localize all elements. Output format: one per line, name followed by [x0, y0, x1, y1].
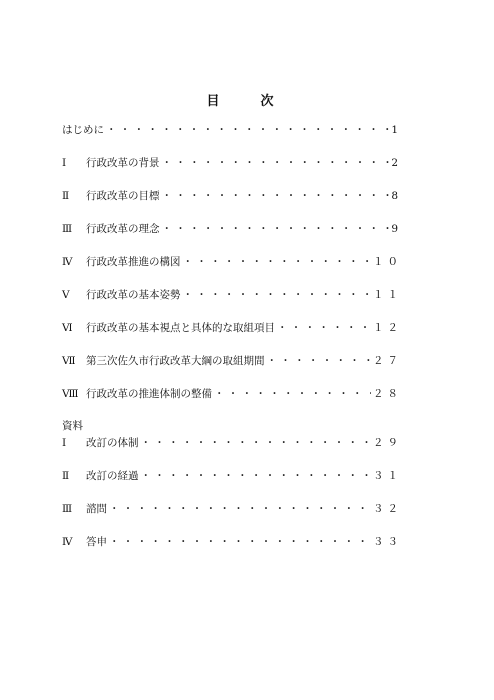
appendix-heading: 資料: [62, 420, 83, 432]
toc-entry-label: 行政改革の基本視点と具体的な取組項目: [86, 322, 275, 334]
toc-entry: [62, 535, 402, 549]
toc-entry-number: Ⅲ: [62, 223, 73, 235]
toc-page-number: ２８: [373, 388, 402, 400]
dot-leader: [109, 535, 371, 549]
toc-page-number: ２９: [373, 437, 402, 449]
toc-entry: [62, 255, 402, 269]
toc-entry-number: Ⅰ: [62, 157, 67, 169]
toc-entry-number: Ⅱ: [62, 470, 70, 482]
dot-leader: [214, 387, 371, 401]
toc-entry-label: はじめに: [62, 124, 104, 136]
toc-page-number: １１: [373, 289, 402, 301]
toc-entry-number: Ⅶ: [62, 355, 76, 367]
toc-entry: [62, 156, 402, 170]
toc-entry-label: 諮問: [86, 503, 107, 515]
toc-page-number: 8: [391, 190, 402, 202]
toc-entry-label: 改訂の経過: [86, 470, 139, 482]
dot-leader: [267, 354, 372, 368]
toc-entry-label: 答申: [86, 536, 107, 548]
toc-entry-number: Ⅵ: [62, 322, 73, 334]
page-title: 目 次: [206, 94, 288, 109]
dot-leader: [141, 436, 372, 450]
toc-page-number: ２７: [373, 355, 402, 367]
toc-page-number: ３１: [373, 470, 402, 482]
toc-entry-label: 第三次佐久市行政改革大綱の取組期間: [86, 355, 265, 367]
toc-page-number: 2: [391, 157, 402, 169]
toc-page-number: 1: [391, 124, 402, 136]
toc-page-number: １２: [373, 322, 402, 334]
toc-entry-label: 行政改革の背景: [86, 157, 160, 169]
toc-entry-label: 行政改革の推進体制の整備: [86, 388, 212, 400]
toc-entry-number: Ⅱ: [62, 190, 70, 202]
toc-entry: [62, 502, 402, 516]
toc-entry-number: Ⅴ: [62, 289, 70, 301]
dot-leader: [141, 469, 372, 483]
dot-leader: [277, 321, 371, 335]
toc-page-number: １０: [373, 256, 402, 268]
toc-entry-label: 改訂の体制: [86, 437, 139, 449]
toc-entry-intro: [62, 123, 402, 137]
toc-entry: [62, 321, 402, 335]
dot-leader: [183, 255, 372, 269]
toc-entry-number: Ⅰ: [62, 437, 67, 449]
toc-entry-number: Ⅳ: [62, 536, 73, 548]
toc-entry: [62, 436, 402, 450]
toc-entry: [62, 189, 402, 203]
toc-page-number: 9: [391, 223, 402, 235]
toc-page-number: ３３: [373, 536, 402, 548]
toc-entry: [62, 387, 402, 401]
toc-entry-label: 行政改革の理念: [86, 223, 160, 235]
toc-page-number: ３２: [373, 503, 402, 515]
toc-entry: [62, 288, 402, 302]
toc-entry: [62, 469, 402, 483]
dot-leader: [106, 123, 389, 137]
toc-entry-label: 行政改革推進の構図: [86, 256, 181, 268]
dot-leader: [109, 502, 371, 516]
dot-leader: [162, 156, 390, 170]
dot-leader: [183, 288, 372, 302]
toc-entry-number: Ⅷ: [62, 388, 79, 400]
toc-entry-number: Ⅲ: [62, 503, 73, 515]
toc-entry-label: 行政改革の基本姿勢: [86, 289, 181, 301]
toc-entry: [62, 354, 402, 368]
dot-leader: [162, 189, 390, 203]
dot-leader: [162, 222, 390, 236]
toc-entry: [62, 222, 402, 236]
toc-entry-number: Ⅳ: [62, 256, 73, 268]
toc-entry-label: 行政改革の目標: [86, 190, 160, 202]
